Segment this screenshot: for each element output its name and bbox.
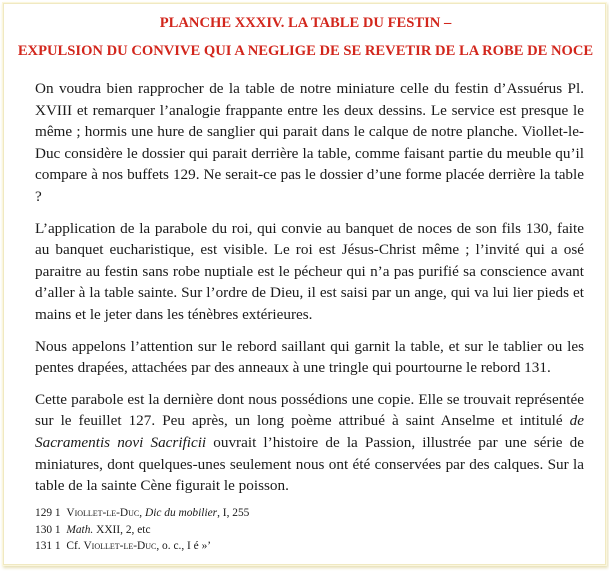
paragraph-1: On voudra bien rapprocher de la table de notre miniature celle du festin d’Assuérus Pl. XVIII et remarquer l’analogie frappante entre les deux dessins. Le service est presque le même ; hormis une hure de sanglier qui parait dans le calque de notre planche. Viollet-le-Duc considère le dossier qui parait derrière la table, comme faisant partie du meuble qu’il compare à nos buffets 129. Ne serait-ce pas le dossier d’une forme placée derrière la table ?	[35, 80, 584, 205]
footnote-work: Dic du mobilier	[144, 507, 218, 519]
paragraph-4	[35, 389, 584, 497]
footnote-author: Viollet-le-Duc	[66, 507, 140, 519]
footnote-130	[35, 522, 584, 539]
footnote-131	[35, 538, 584, 555]
paragraph-4-text-end: ouvrait l’histoire de la Passion, illustrée par une série de miniatures, dont quelques-unes seulement nous ont été conservées par des calques. Sur la table de la sainte Cène figurait le poisson.	[35, 433, 584, 495]
page-subtitle: EXPULSION DU CONVIVE QUI A NEGLIGE DE SE REVETIR DE LA ROBE DE NOCE	[17, 43, 594, 59]
paragraph-3: Nous appelons l’attention sur le rebord saillant qui garnit la table, et sur le tablier ou les pentes drapées, attachées par des anneaux à une tringle qui pourtourne le rebord 131.	[35, 337, 584, 377]
paragraph-2: L’application de la parabole du roi, qui convie au banquet de noces de son fils 130, faite au banquet eucharistique, est visible. Le roi est Jésus-Christ même ; l’invité qui a osé paraitre au festin sans robe nuptiale est le pécheur qui n’a pas purifié sa conscience avant d’aller à la table sainte. Sur l’ordre de Dieu, il est saisi par un ange, qui va lui lier pieds et mains et le jeter dans les ténèbres extérieures.	[35, 219, 584, 323]
paragraph-4-text-start: Cette parabole est la dernière dont nous possédions une copie. Elle se trouvait représentée sur le feuillet 127. Peu après, un long poème attribué à saint Anselme et intitulé	[35, 390, 584, 430]
footnote-129	[35, 505, 584, 522]
footnote-author: Viollet-le-Duc	[83, 540, 157, 552]
footnote-prefix: Cf.	[66, 540, 84, 552]
page-title: PLANCHE XXXIV. LA TABLE DU FESTIN –	[159, 15, 452, 31]
poem-title: de Sacramentis novi Sacrificii	[35, 412, 584, 451]
footnote-separator: ,	[139, 507, 145, 519]
footnote-reference: , I, 255	[217, 507, 250, 519]
footnote-work: Math.	[66, 523, 94, 536]
document-page	[3, 3, 606, 565]
footnote-reference: XXII, 2, etc	[93, 523, 151, 536]
footnotes	[35, 505, 584, 555]
body-text	[35, 78, 584, 497]
footnote-number: 131 1	[35, 540, 61, 552]
footnote-number: 130 1	[35, 523, 61, 536]
footnote-number: 129 1	[35, 507, 61, 519]
footnote-reference: , o. c., I é »’	[156, 540, 212, 552]
